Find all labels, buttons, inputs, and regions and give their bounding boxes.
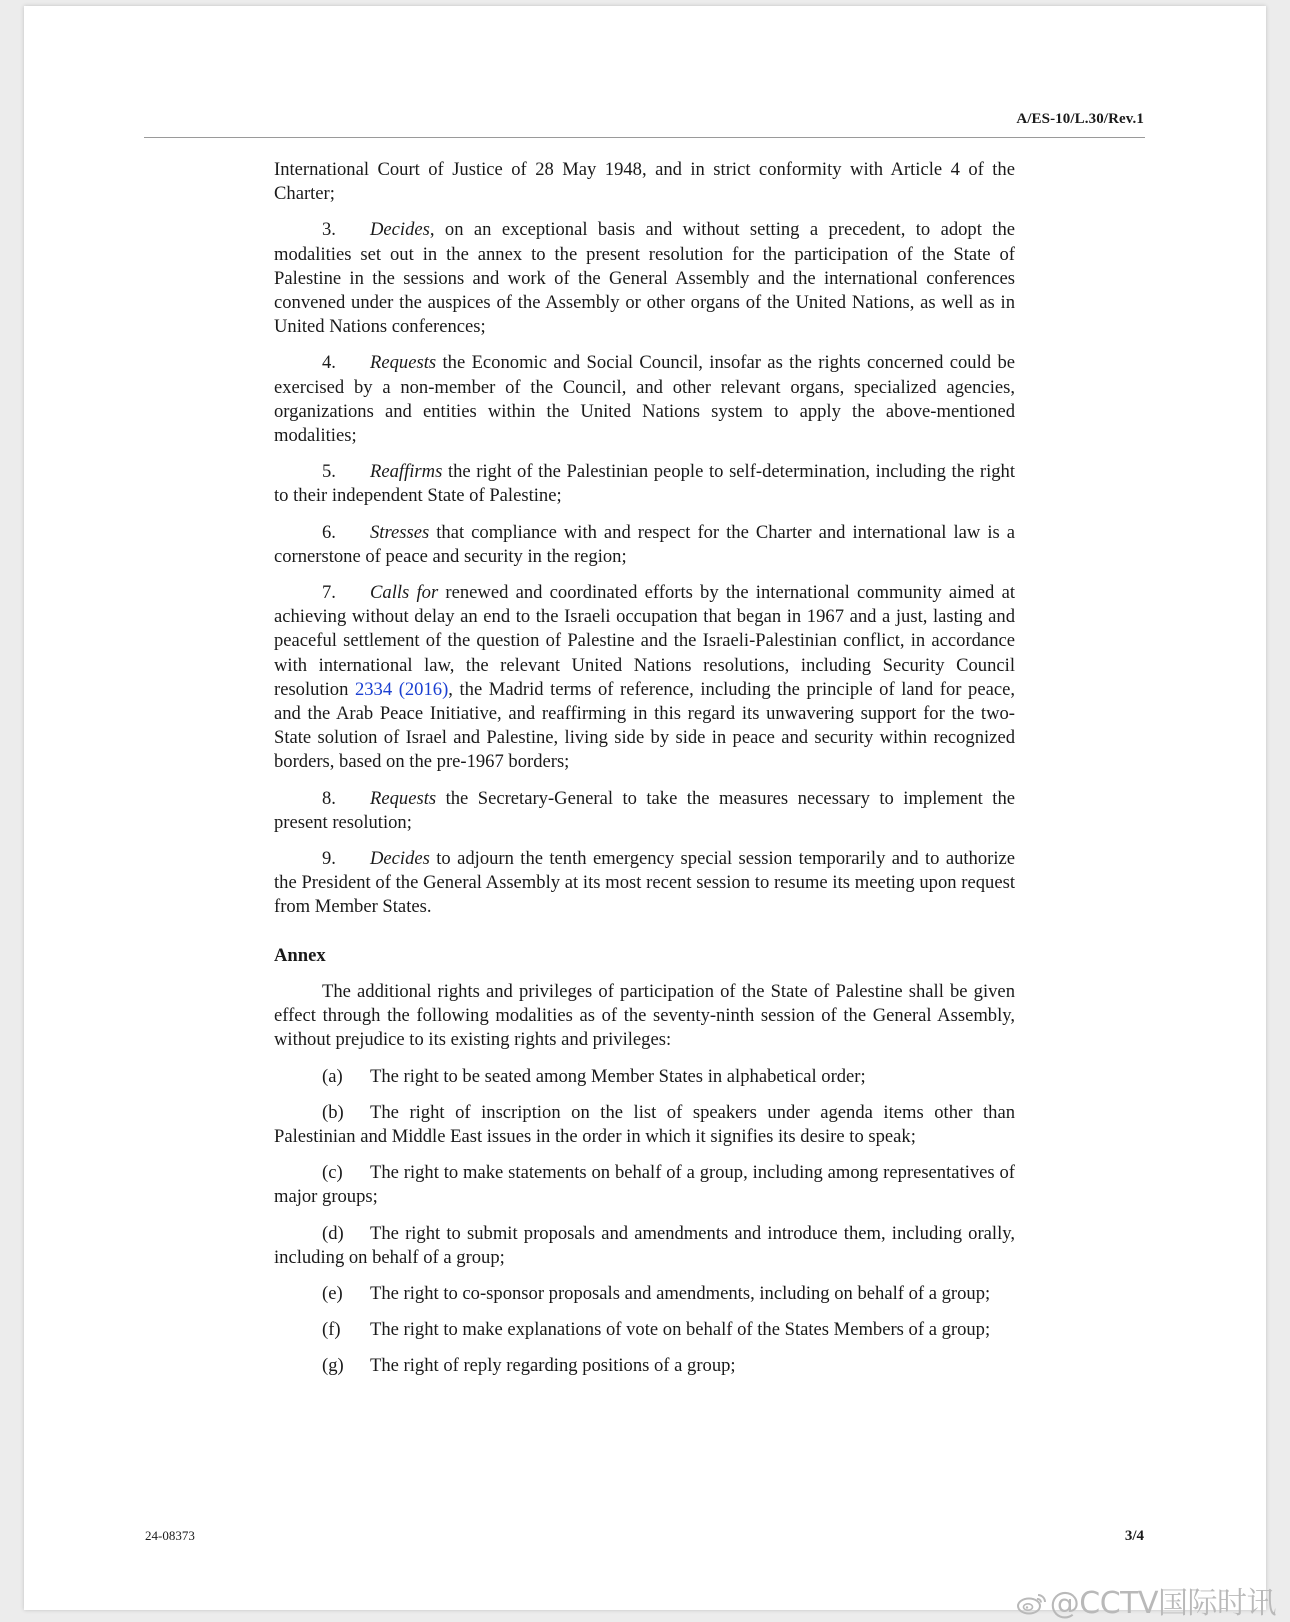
paragraph-2-continuation: International Court of Justice of 28 May 1948, and in strict conformity with Article 4 of the Charter; [274,159,1015,205]
annex-item-label: (d) [322,1222,344,1244]
annex-item-text: The right of inscription on the list of speakers under agenda items other than Palestinian and Middle East issues in the order in which it signifies its desire to speak; [274,1101,1015,1147]
paragraph-text-part-b: , the Madrid terms of reference, including the principle of land for peace, and the Arab Peace Initiative, and reaffirming in this regard its unwavering support for the two-State solution of Israel and Palestine, living side by side in peace and security within recognized borders, based on the pre-1967 borders; [274,678,1015,773]
annex-item-list [274,1065,1015,1379]
annex-item [274,1161,1015,1209]
paragraph-number: 4. [322,352,336,374]
annex-item [274,1222,1015,1270]
annex-item [274,1065,1015,1089]
watermark-text: @CCTV国际时讯 [1049,1586,1276,1621]
operative-paragraph-4 [274,351,1015,448]
annex-item [274,1318,1015,1342]
paragraph-text-part-a: renewed and coordinated efforts by the international community aimed at achieving without delay an end to the Israeli occupation that began in 1967 and a just, lasting and peaceful settlement of the question of Palestine and the Israeli-Palestinian conflict, in accordance with international law, the relevant United Nations resolutions, including Security Council resolution [274,582,1015,700]
document-symbol: A/ES-10/L.30/Rev.1 [1016,111,1144,127]
paragraph-text: the right of the Palestinian people to self-determination, including the right to their independent State of Palestine; [274,461,1015,507]
annex-item-label: (c) [322,1162,343,1184]
annex-item-label: (b) [322,1101,344,1123]
paragraph-text: that compliance with and respect for the Charter and international law is a cornerstone of peace and security in the region; [274,521,1015,567]
operative-verb: Requests [370,787,437,809]
paragraph-number: 7. [322,582,336,604]
operative-paragraph-6 [274,521,1015,569]
paragraph-text: the Secretary-General to take the measures necessary to implement the present resolution; [274,787,1015,833]
annex-item-text: The right to submit proposals and amendments and introduce them, including orally, including on behalf of a group; [274,1222,1015,1268]
annex-intro: The additional rights and privileges of participation of the State of Palestine shall be given effect through the following modalities as of the seventy-ninth session of the General Assembly, without prejudice to its existing rights and privileges: [274,980,1015,1051]
header-divider [144,137,1145,138]
resolution-link[interactable]: 2334 (2016) [354,678,449,700]
annex-item-label: (e) [322,1282,343,1304]
watermark [1016,1578,1276,1622]
operative-verb: Decides [370,848,430,870]
paragraph-number: 9. [322,848,336,870]
annex-heading: Annex [274,944,326,966]
paragraph-text: , on an exceptional basis and without setting a precedent, to adopt the modalities set out in the annex to the present resolution for the participation of the State of Palestine in the sessions and work of the General Assembly and the international conferences convened under the auspices of the Assembly or other organs of the United Nations, as well as in United Nations conferences; [274,219,1015,338]
paragraph-text: to adjourn the tenth emergency special session temporarily and to authorize the President of the General Assembly at its most recent session to resume its meeting upon request from Member States. [274,848,1015,918]
document-page [24,6,1266,1610]
document-number: 24-08373 [145,1528,195,1543]
annex-item-label: (f) [322,1319,341,1341]
operative-verb: Requests [370,352,437,374]
operative-verb: Decides [370,219,430,241]
paragraph-number: 5. [322,461,336,483]
operative-verb: Calls for [370,582,439,604]
annex-item-text: The right to make statements on behalf of a group, including among representatives of major groups; [274,1162,1015,1208]
operative-verb: Reaffirms [370,461,443,483]
document-body [274,158,1015,1391]
paragraph-text: the Economic and Social Council, insofar as the rights concerned could be exercised by a non-member of the Council, and other relevant organs, specialized agencies, organizations and entities within the United Nations system to apply the above-mentioned modalities; [274,352,1015,447]
operative-paragraph-7 [274,581,1015,775]
operative-paragraph-3 [274,218,1015,339]
annex-item-text: The right to co-sponsor proposals and amendments, including on behalf of a group; [370,1282,991,1304]
annex-item-label: (a) [322,1065,343,1087]
operative-paragraph-8 [274,787,1015,835]
paragraph-number: 6. [322,521,336,543]
weibo-icon [1016,1591,1048,1615]
annex-item [274,1354,1015,1378]
page-number: 3/4 [1124,1528,1144,1544]
annex-item [274,1282,1015,1306]
operative-paragraph-5 [274,460,1015,508]
paragraph-number: 3. [322,219,336,241]
annex-item-label: (g) [322,1355,344,1377]
annex-item-text: The right to make explanations of vote on behalf of the States Members of a group; [370,1319,991,1341]
annex-item-text: The right to be seated among Member States in alphabetical order; [370,1065,866,1087]
paragraph-number: 8. [322,787,336,809]
annex-item [274,1101,1015,1149]
operative-paragraph-9 [274,847,1015,920]
operative-verb: Stresses [370,521,430,543]
annex-item-text: The right of reply regarding positions of a group; [370,1355,736,1377]
